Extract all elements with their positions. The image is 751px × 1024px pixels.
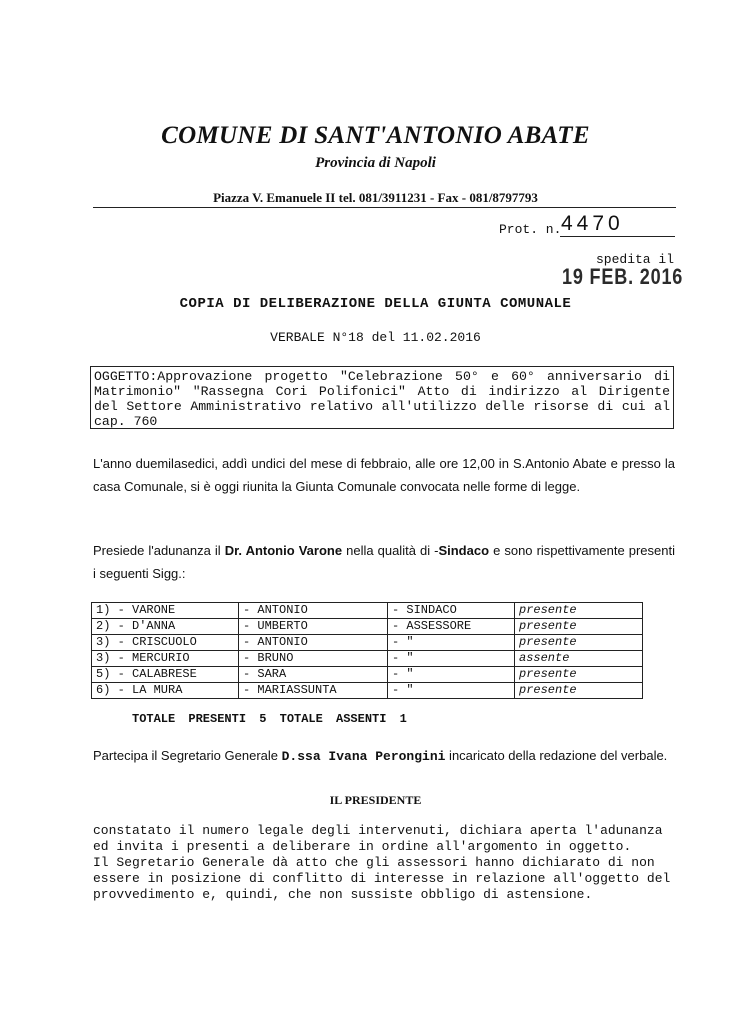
sent-date-stamp: 19 FEB. 2016 — [562, 264, 684, 289]
body-text — [93, 823, 675, 903]
header-divider — [93, 207, 676, 208]
body-paragraph: Il Segretario Generale dà atto che gli assessori hanno dichiarato di non essere in posizione di conflitto di interesse in relazione all'oggetto del provvedimento e, quindi, che non sussiste obbligo di astensione. — [93, 855, 671, 902]
table-row — [92, 603, 643, 619]
secretary-text-b: incaricato della redazione del verbale. — [445, 748, 668, 763]
secretary-paragraph — [93, 744, 675, 768]
presiding-paragraph — [93, 539, 675, 585]
secretary-name: D.ssa Ivana Perongini — [281, 749, 446, 764]
member-status: presente — [515, 619, 643, 635]
member-firstname: - SARA — [239, 667, 388, 683]
member-firstname: - ANTONIO — [239, 603, 388, 619]
member-role: - " — [388, 683, 515, 699]
member-role: - SINDACO — [388, 603, 515, 619]
member-firstname: - BRUNO — [239, 651, 388, 667]
member-surname: 6) - LA MURA — [92, 683, 239, 699]
president-heading: IL PRESIDENTE — [329, 793, 422, 807]
member-status: assente — [515, 651, 643, 667]
member-role: - " — [388, 651, 515, 667]
subject-box: OGGETTO:Approvazione progetto "Celebrazione 50° e 60° anniversario di Matrimonio" "Rassegna Cori Polifonici" Atto di indirizzo al Dirigente del Settore Amministrativo relativo all'utilizzo delle risorse di cui al cap. 760 — [90, 366, 674, 429]
table-row — [92, 635, 643, 651]
sent-label: spedita il — [596, 252, 675, 267]
presiding-text-b: nella qualità di - — [342, 543, 439, 558]
protocol-label: Prot. n. — [499, 222, 562, 237]
verbale-line: VERBALE N°18 del 11.02.2016 — [270, 330, 481, 345]
member-surname: 5) - CALABRESE — [92, 667, 239, 683]
members-table — [91, 602, 643, 699]
member-surname: 1) - VARONE — [92, 603, 239, 619]
member-status: presente — [515, 603, 643, 619]
document-heading: COPIA DI DELIBERAZIONE DELLA GIUNTA COMUNALE — [179, 296, 572, 312]
table-row — [92, 651, 643, 667]
mayor-role: Sindaco — [438, 543, 490, 558]
member-surname: 2) - D'ANNA — [92, 619, 239, 635]
intro-paragraph: L'anno duemilasedici, addì undici del mese di febbraio, alle ore 12,00 in S.Antonio Abate e presso la casa Comunale, si è oggi riunita la Giunta Comunale convocata nelle forme di legge. — [93, 456, 675, 494]
totals-line: TOTALE PRESENTI 5 TOTALE ASSENTI 1 — [132, 712, 407, 726]
table-row — [92, 683, 643, 699]
table-row — [92, 667, 643, 683]
member-surname: 3) - CRISCUOLO — [92, 635, 239, 651]
member-role: - ASSESSORE — [388, 619, 515, 635]
secretary-text-a: Partecipa il Segretario Generale — [93, 748, 282, 763]
member-role: - " — [388, 667, 515, 683]
member-firstname: - ANTONIO — [239, 635, 388, 651]
mayor-name: Dr. Antonio Varone — [224, 543, 343, 558]
body-paragraph: constatato il numero legale degli intervenuti, dichiara aperta l'adunanza ed invita i presenti a deliberare in ordine all'argomento in oggetto. — [93, 823, 663, 854]
presiding-text-a: Presiede l'adunanza il — [93, 543, 225, 558]
table-row — [92, 619, 643, 635]
province-subtitle: Provincia di Napoli — [315, 155, 436, 171]
address-line: Piazza V. Emanuele II tel. 081/3911231 - Fax - 081/8797793 — [213, 190, 538, 205]
member-surname: 3) - MERCURIO — [92, 651, 239, 667]
member-status: presente — [515, 667, 643, 683]
member-firstname: - UMBERTO — [239, 619, 388, 635]
protocol-underline — [560, 236, 675, 237]
member-role: - " — [388, 635, 515, 651]
protocol-number: 4470 — [561, 212, 624, 235]
member-status: presente — [515, 683, 643, 699]
presiding-text-c: e sono rispettivamente presenti i seguenti Sigg.: — [93, 543, 675, 581]
municipality-title: COMUNE DI SANT'ANTONIO ABATE — [161, 122, 590, 149]
member-status: presente — [515, 635, 643, 651]
member-firstname: - MARIASSUNTA — [239, 683, 388, 699]
